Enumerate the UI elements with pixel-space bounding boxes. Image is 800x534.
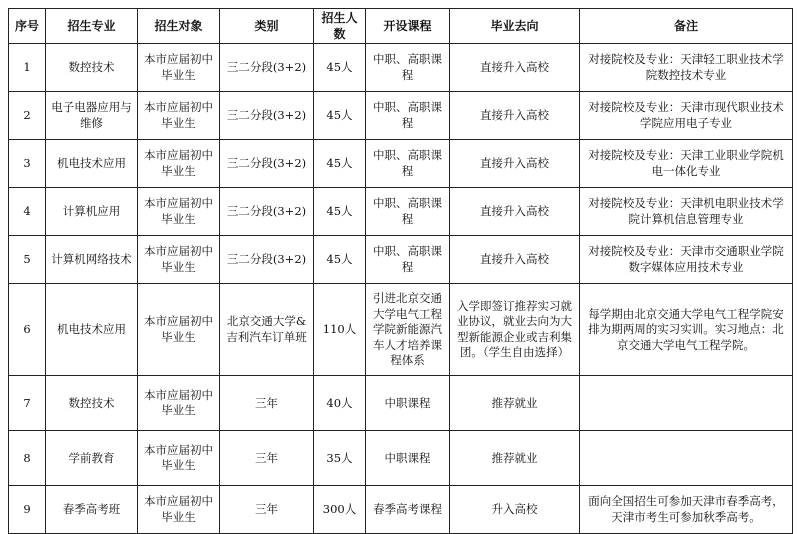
table-row <box>9 188 793 236</box>
course-cell: 中职、高职课程 <box>366 236 450 284</box>
category-cell: 三年 <box>220 431 314 486</box>
course-cell: 引进北京交通大学电气工程学院新能源汽车人才培养课程体系 <box>366 284 450 376</box>
row-number: 3 <box>9 140 46 188</box>
count-cell: 45人 <box>314 188 366 236</box>
row-number: 9 <box>9 486 46 534</box>
category-cell: 三二分段(3+2) <box>220 44 314 92</box>
row-number: 7 <box>9 376 46 431</box>
note-cell: 对接院校及专业：天津轻工职业技术学院数控技术专业 <box>580 44 793 92</box>
course-cell: 中职课程 <box>366 431 450 486</box>
career-cell: 直接升入高校 <box>450 236 580 284</box>
career-cell: 直接升入高校 <box>450 44 580 92</box>
header-cell-career: 毕业去向 <box>450 9 580 44</box>
note-cell: 对接院校及专业：天津工业职业学院机电一体化专业 <box>580 140 793 188</box>
career-cell: 推荐就业 <box>450 431 580 486</box>
table-row <box>9 431 793 486</box>
row-number: 2 <box>9 92 46 140</box>
count-cell: 40人 <box>314 376 366 431</box>
note-cell: 每学期由北京交通大学电气工程学院安排为期两周的实习实训。实习地点：北京交通大学电气工程学院。 <box>580 284 793 376</box>
table-row <box>9 92 793 140</box>
major-cell: 机电技术应用 <box>46 140 138 188</box>
table-row <box>9 44 793 92</box>
category-cell: 三二分段(3+2) <box>220 92 314 140</box>
table-row <box>9 284 793 376</box>
header-cell-target: 招生对象 <box>138 9 220 44</box>
target-cell: 本市应届初中毕业生 <box>138 188 220 236</box>
table-row <box>9 236 793 284</box>
count-cell: 45人 <box>314 236 366 284</box>
count-cell: 110人 <box>314 284 366 376</box>
course-cell: 春季高考课程 <box>366 486 450 534</box>
count-cell: 35人 <box>314 431 366 486</box>
row-number: 8 <box>9 431 46 486</box>
row-number: 5 <box>9 236 46 284</box>
course-cell: 中职课程 <box>366 376 450 431</box>
enrollment-table <box>8 8 793 534</box>
course-cell: 中职、高职课程 <box>366 188 450 236</box>
count-cell: 45人 <box>314 44 366 92</box>
target-cell: 本市应届初中毕业生 <box>138 140 220 188</box>
target-cell: 本市应届初中毕业生 <box>138 236 220 284</box>
header-cell-category: 类别 <box>220 9 314 44</box>
count-cell: 45人 <box>314 140 366 188</box>
course-cell: 中职、高职课程 <box>366 44 450 92</box>
category-cell: 三二分段(3+2) <box>220 236 314 284</box>
major-cell: 计算机应用 <box>46 188 138 236</box>
header-cell-major: 招生专业 <box>46 9 138 44</box>
row-number: 1 <box>9 44 46 92</box>
header-cell-note: 备注 <box>580 9 793 44</box>
target-cell: 本市应届初中毕业生 <box>138 284 220 376</box>
career-cell: 直接升入高校 <box>450 140 580 188</box>
target-cell: 本市应届初中毕业生 <box>138 486 220 534</box>
category-cell: 三二分段(3+2) <box>220 188 314 236</box>
row-number: 4 <box>9 188 46 236</box>
career-cell: 直接升入高校 <box>450 188 580 236</box>
career-cell: 直接升入高校 <box>450 92 580 140</box>
career-cell: 推荐就业 <box>450 376 580 431</box>
major-cell: 电子电器应用与维修 <box>46 92 138 140</box>
category-cell: 三年 <box>220 376 314 431</box>
header-row <box>9 9 793 44</box>
note-cell <box>580 376 793 431</box>
major-cell: 机电技术应用 <box>46 284 138 376</box>
category-cell: 三二分段(3+2) <box>220 140 314 188</box>
target-cell: 本市应届初中毕业生 <box>138 431 220 486</box>
target-cell: 本市应届初中毕业生 <box>138 44 220 92</box>
course-cell: 中职、高职课程 <box>366 92 450 140</box>
note-cell: 对接院校及专业：天津市交通职业学院数字媒体应用技术专业 <box>580 236 793 284</box>
count-cell: 45人 <box>314 92 366 140</box>
note-cell: 对接院校及专业：天津市现代职业技术学院应用电子专业 <box>580 92 793 140</box>
major-cell: 计算机网络技术 <box>46 236 138 284</box>
note-cell: 面向全国招生可参加天津市春季高考，天津市考生可参加秋季高考。 <box>580 486 793 534</box>
category-cell: 三年 <box>220 486 314 534</box>
major-cell: 数控技术 <box>46 376 138 431</box>
count-cell: 300人 <box>314 486 366 534</box>
course-cell: 中职、高职课程 <box>366 140 450 188</box>
target-cell: 本市应届初中毕业生 <box>138 92 220 140</box>
career-cell: 入学即签订推荐实习就业协议，就业去向为大型新能源企业或吉利集团。（学生自由选择） <box>450 284 580 376</box>
row-number: 6 <box>9 284 46 376</box>
major-cell: 学前教育 <box>46 431 138 486</box>
table-row <box>9 376 793 431</box>
note-cell <box>580 431 793 486</box>
major-cell: 春季高考班 <box>46 486 138 534</box>
table-row <box>9 140 793 188</box>
note-cell: 对接院校及专业：天津机电职业技术学院计算机信息管理专业 <box>580 188 793 236</box>
target-cell: 本市应届初中毕业生 <box>138 376 220 431</box>
table-row <box>9 486 793 534</box>
career-cell: 升入高校 <box>450 486 580 534</box>
header-cell-count: 招生人数 <box>314 9 366 44</box>
header-cell-course: 开设课程 <box>366 9 450 44</box>
header-cell-no: 序号 <box>9 9 46 44</box>
category-cell: 北京交通大学&吉利汽车订单班 <box>220 284 314 376</box>
major-cell: 数控技术 <box>46 44 138 92</box>
